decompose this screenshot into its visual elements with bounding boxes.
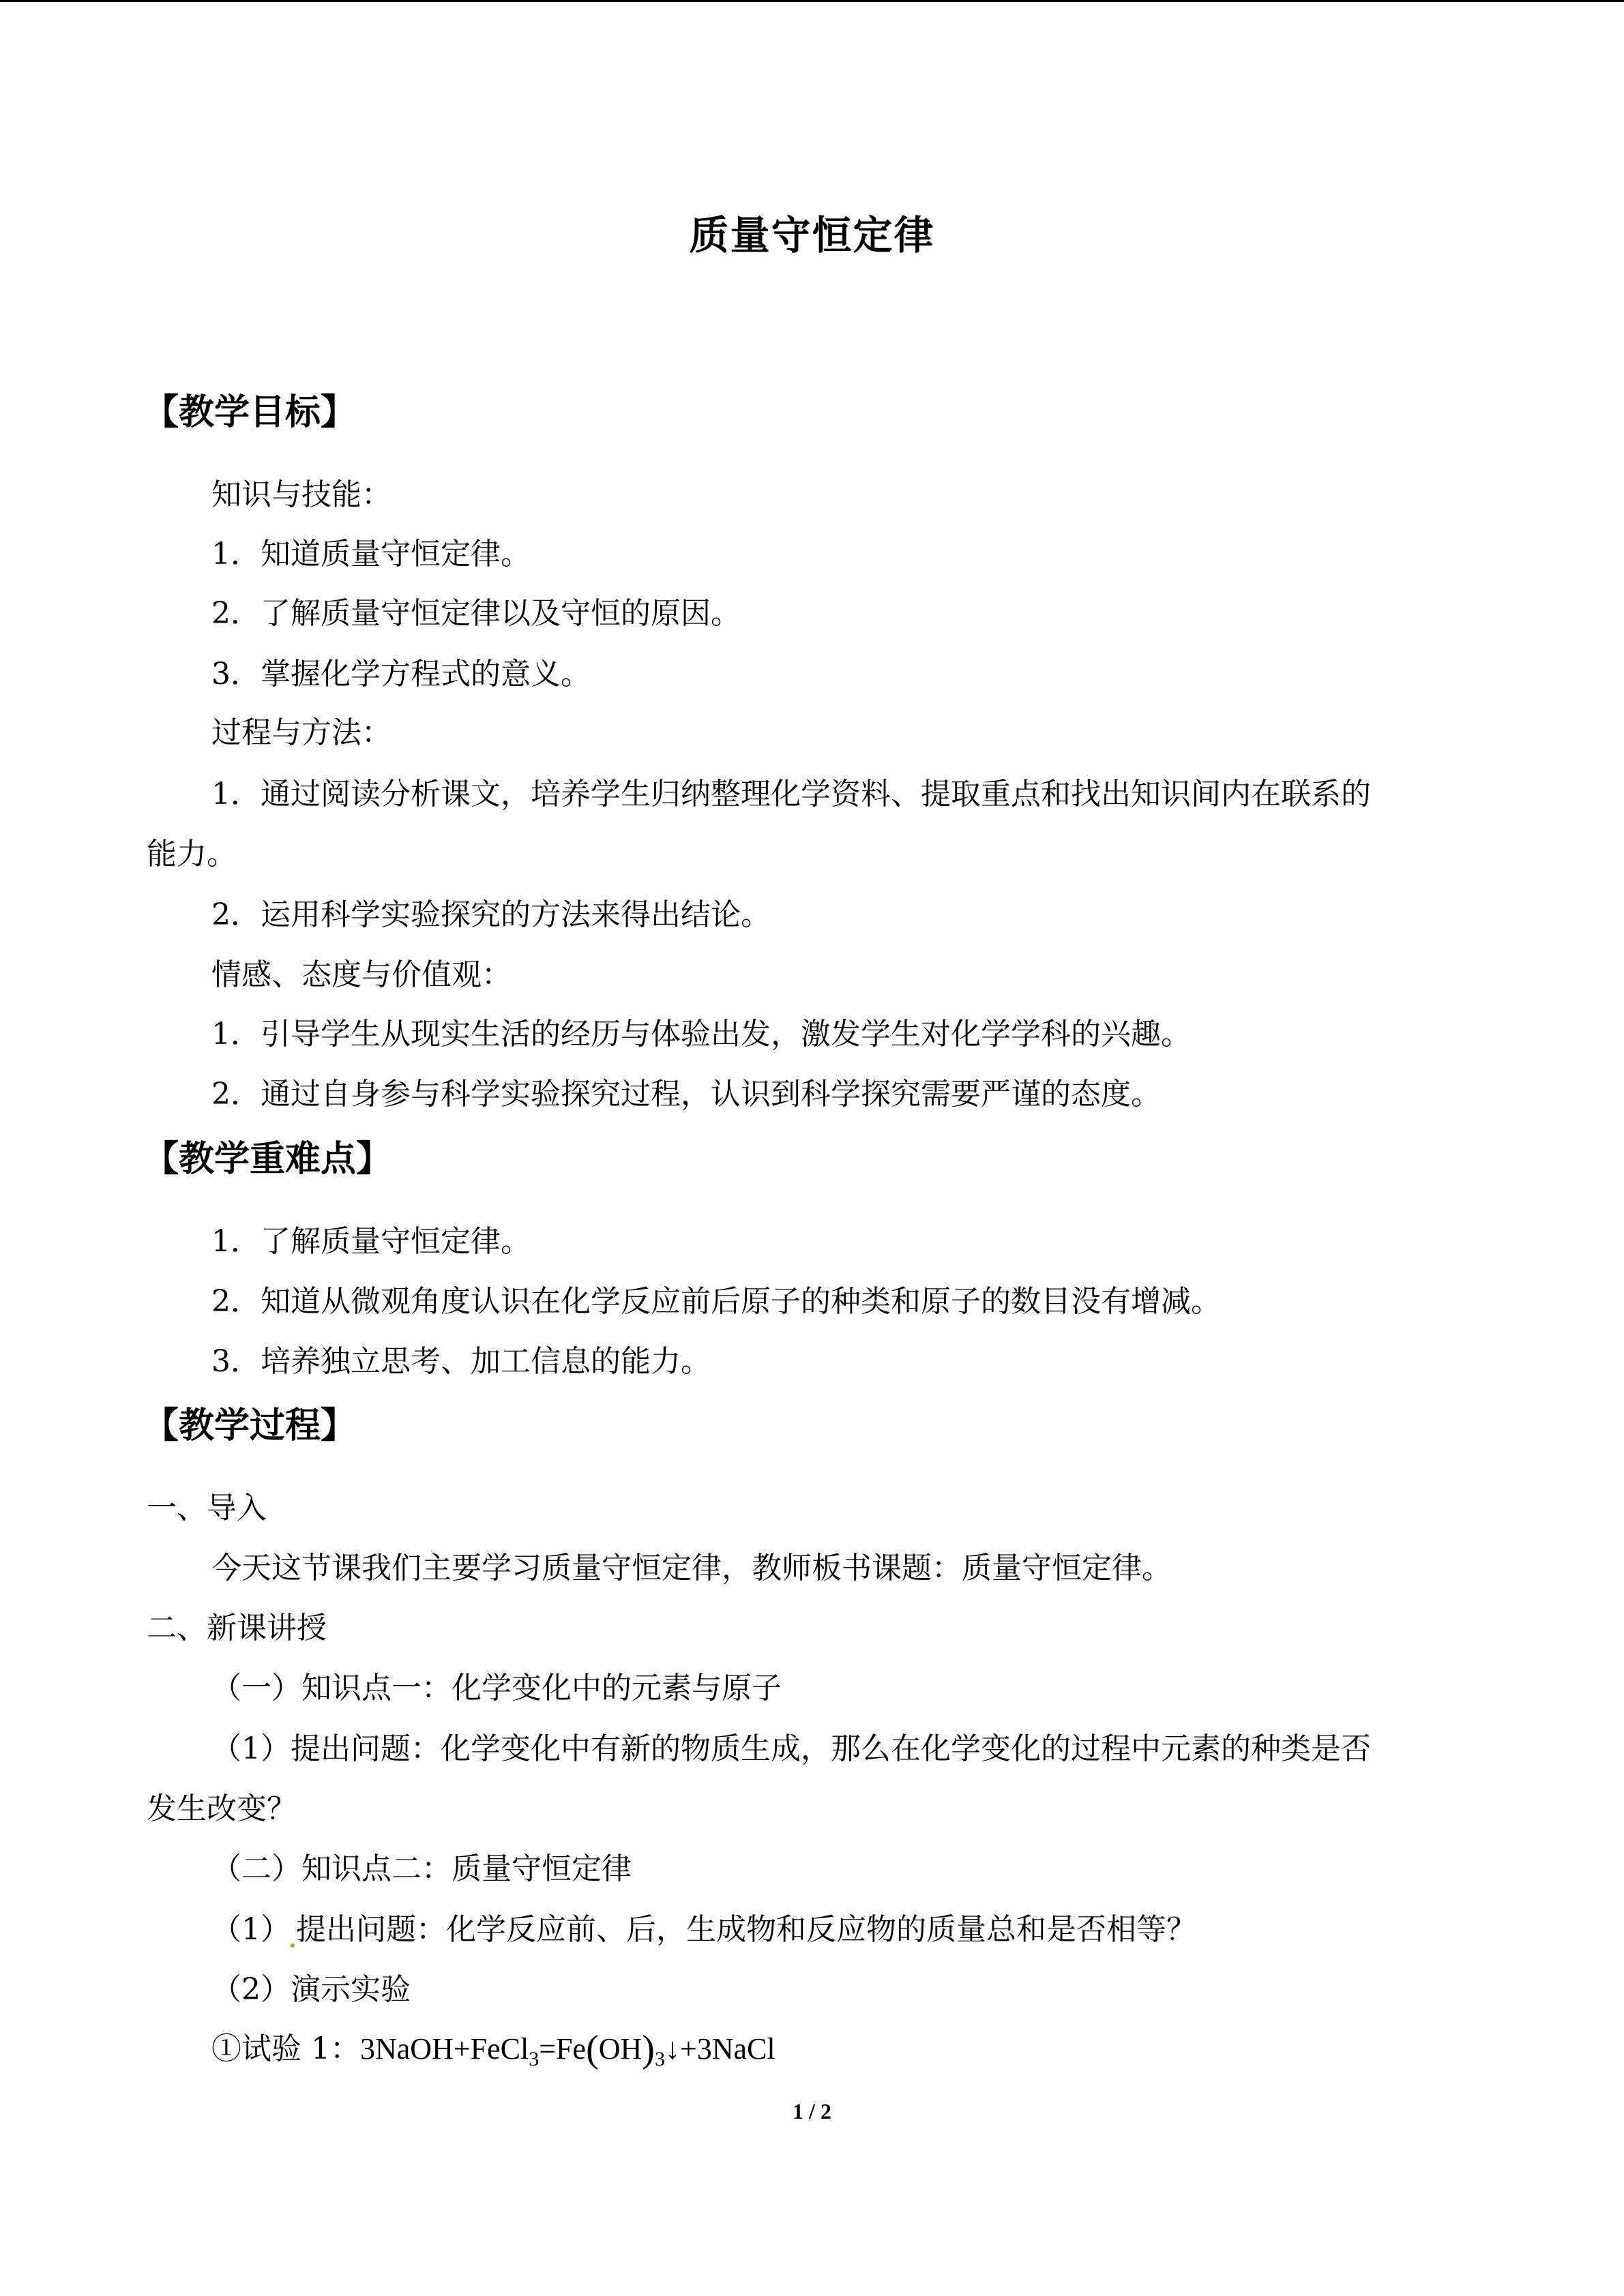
knowledge-point-1-question: （1）提出问题：化学变化中有新的物质生成，那么在化学变化的过程中元素的种类是否	[211, 1731, 1371, 1766]
knowledge-item: 3．掌握化学方程式的意义。	[211, 657, 591, 691]
process-label: 过程与方法：	[211, 715, 392, 750]
knowledge-point-2-question	[211, 1909, 1473, 1950]
process-item: 1．通过阅读分析课文，培养学生归纳整理化学资料、提取重点和找出知识间内在联系的	[211, 777, 1371, 811]
document-title: 质量守恒定律	[689, 212, 935, 258]
chemical-equation	[359, 2028, 776, 2070]
experiment-1	[211, 2029, 1473, 2080]
eq-paren: )	[642, 2028, 655, 2070]
demo-label: （2）演示实验	[211, 1972, 411, 2007]
knowledge-point-1-label: （一）知识点一：化学变化中的元素与原子	[211, 1671, 782, 1705]
key-point-item: 3．培养独立思考、加工信息的能力。	[211, 1344, 711, 1379]
knowledge-item: 2．了解质量守恒定律以及守恒的原因。	[211, 596, 741, 631]
section-heading-key-points: 【教学重难点】	[143, 1138, 392, 1180]
knowledge-item: 1．知道质量守恒定律。	[211, 537, 531, 571]
eq-subscript: 3	[654, 2048, 665, 2070]
eq-part: OH	[598, 2032, 643, 2066]
section-heading-process: 【教学过程】	[143, 1405, 357, 1446]
section-heading-goals: 【教学目标】	[143, 391, 357, 433]
process-item: 2．运用科学实验探究的方法来得出结论。	[211, 897, 771, 932]
experiment-1-label: ①试验 1：	[211, 2031, 360, 2066]
key-point-item: 2．知道从微观角度认识在化学反应前后原子的种类和原子的数目没有增减。	[211, 1284, 1221, 1319]
top-border	[0, 0, 1624, 2]
eq-part: 3NaOH+FeCl	[359, 2032, 529, 2066]
key-point-item: 1．了解质量守恒定律。	[211, 1224, 531, 1259]
eq-subscript: 3	[529, 2048, 540, 2070]
knowledge-label: 知识与技能：	[211, 477, 392, 512]
question-text: 提出问题：化学反应前、后，生成物和反应物的质量总和是否相等？	[296, 1912, 1196, 1947]
eq-part: ↓+3NaCl	[664, 2032, 776, 2066]
knowledge-point-1-question-continued: 发生改变？	[147, 1791, 297, 1826]
knowledge-point-2-label: （二）知识点二：质量守恒定律	[211, 1851, 632, 1886]
intro-label: 一、导入	[147, 1491, 267, 1525]
emotion-item: 2．通过自身参与科学实验探究过程，认识到科学探究需要严谨的态度。	[211, 1077, 1161, 1112]
eq-paren: (	[586, 2028, 599, 2070]
process-item-continued: 能力。	[147, 837, 237, 871]
intro-text: 今天这节课我们主要学习质量守恒定律，教师板书课题：质量守恒定律。	[211, 1551, 1172, 1585]
emotion-item: 1．引导学生从现实生活的经历与体验出发，激发学生对化学学科的兴趣。	[211, 1017, 1191, 1052]
new-lesson-label: 二、新课讲授	[147, 1611, 327, 1645]
emotion-label: 情感、态度与价值观：	[211, 957, 512, 992]
eq-part: =Fe	[539, 2032, 587, 2066]
page-number: 1 / 2	[793, 2099, 831, 2123]
mark-dot	[291, 1943, 295, 1948]
question-prefix: （1）	[211, 1912, 291, 1947]
